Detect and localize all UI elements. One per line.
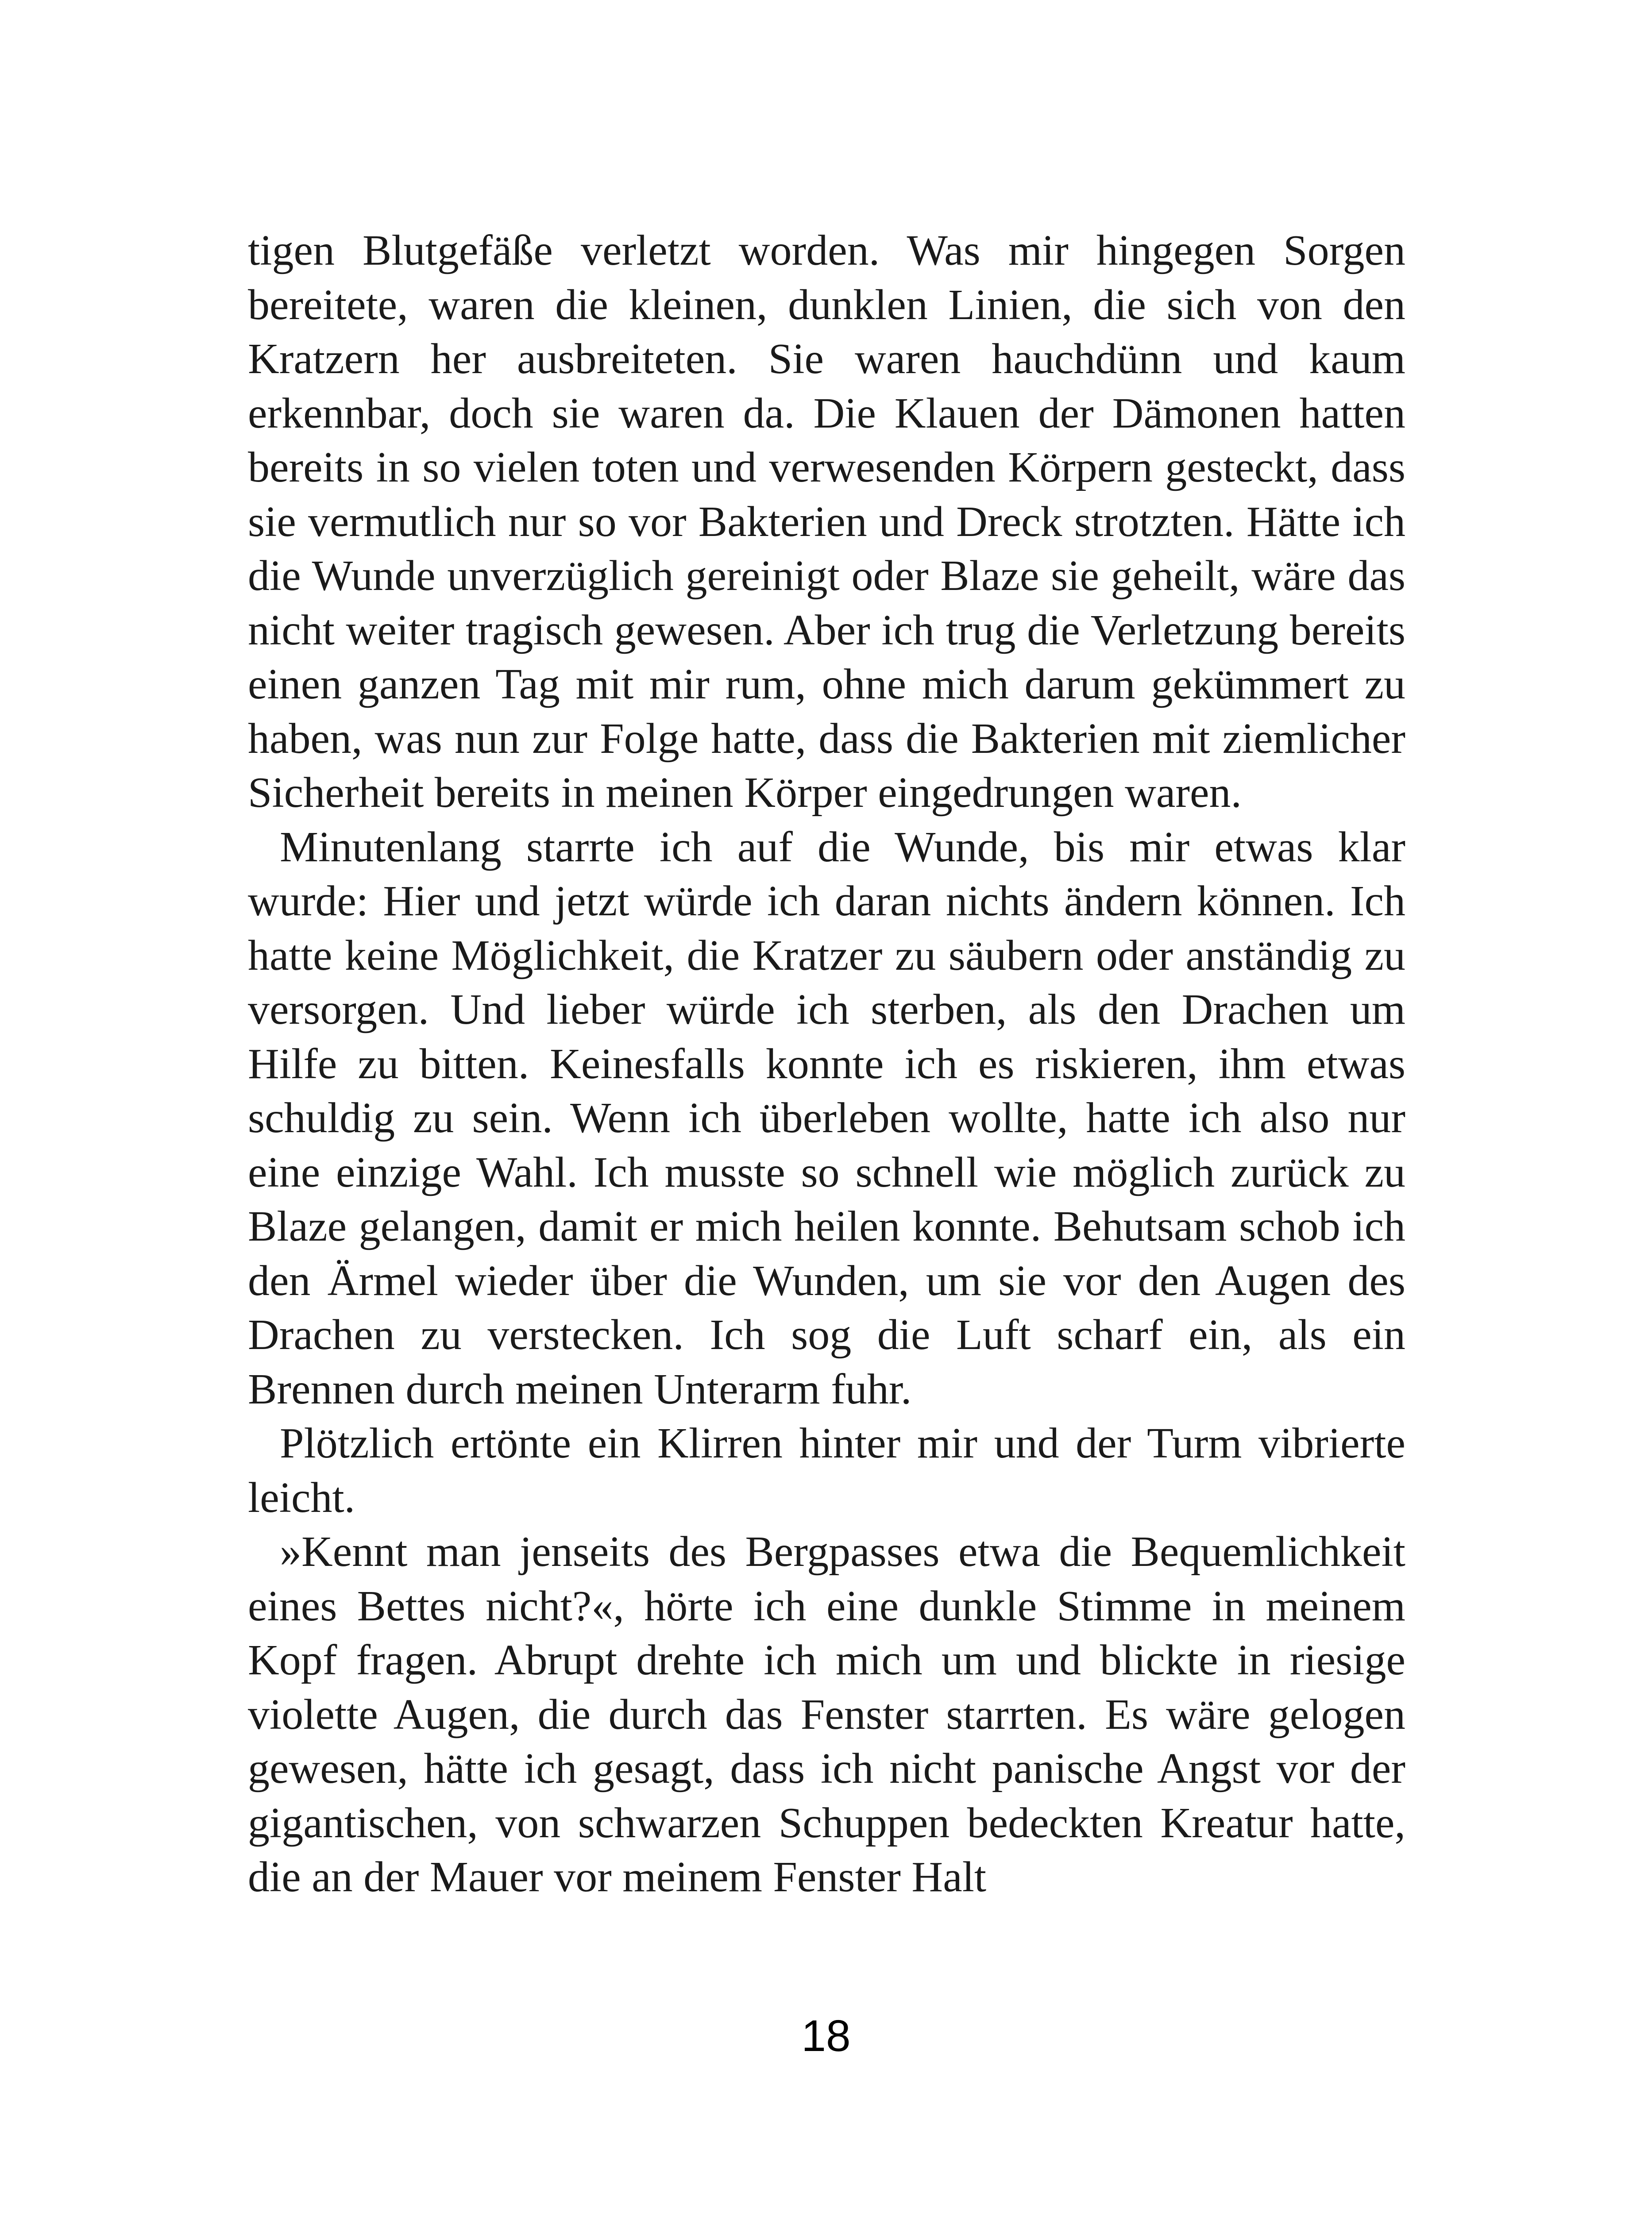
paragraph-continued: tigen Blutgefäße verletzt worden. Was mir hingegen Sorgen bereitete, waren die kleinen, dunklen Linien, die sich von den Kratzern her ausbreiteten. Sie waren hauchdünn und kaum erkennbar, doch sie waren da. Die Klauen der Dämonen hatten bereits in so vielen toten und verwesenden Körpern gesteckt, dass sie vermutlich nur so vor Bakterien und Dreck strotzten. Hätte ich die Wunde unverzüglich gereinigt oder Blaze sie geheilt, wäre das nicht weiter tragisch gewesen. Aber ich trug die Verletzung bereits einen ganzen Tag mit mir rum, ohne mich darum gekümmert zu haben, was nun zur Folge hatte, dass die Bakterien mit ziemlicher Sicherheit bereits in meinen Körper eingedrungen waren.	[248, 227, 1405, 817]
page-number: 18	[801, 2011, 851, 2061]
body-text	[248, 224, 1405, 1905]
paragraph: Plötzlich ertönte ein Klirren hinter mir und der Turm vibrierte leicht.	[248, 1419, 1405, 1522]
paragraph: Minutenlang starrte ich auf die Wunde, bis mir etwas klar wurde: Hier und jetzt würde ich daran nichts ändern können. Ich hatte keine Möglichkeit, die Kratzer zu säubern oder anständig zu versorgen. Und lieber würde ich sterben, als den Drachen um Hilfe zu bitten. Keinesfalls konnte ich es riskieren, ihm etwas schuldig zu sein. Wenn ich überleben wollte, hatte ich also nur eine einzige Wahl. Ich musste so schnell wie möglich zurück zu Blaze gelangen, damit er mich heilen konnte. Behutsam schob ich den Ärmel wieder über die Wunden, um sie vor den Augen des Drachen zu verstecken. Ich sog die Luft scharf ein, als ein Brennen durch meinen Unterarm fuhr.	[248, 823, 1405, 1413]
paragraph: »Kennt man jenseits des Bergpasses etwa die Bequemlichkeit eines Bettes nicht?«, hörte ich eine dunkle Stimme in meinem Kopf fragen. Abrupt drehte ich mich um und blickte in riesige violette Augen, die durch das Fenster starrten. Es wäre gelogen gewesen, hätte ich gesagt, dass ich nicht panische Angst vor der gigantischen, von schwarzen Schuppen bedeckten Kreatur hatte, die an der Mauer vor meinem Fenster Halt	[248, 1528, 1405, 1901]
